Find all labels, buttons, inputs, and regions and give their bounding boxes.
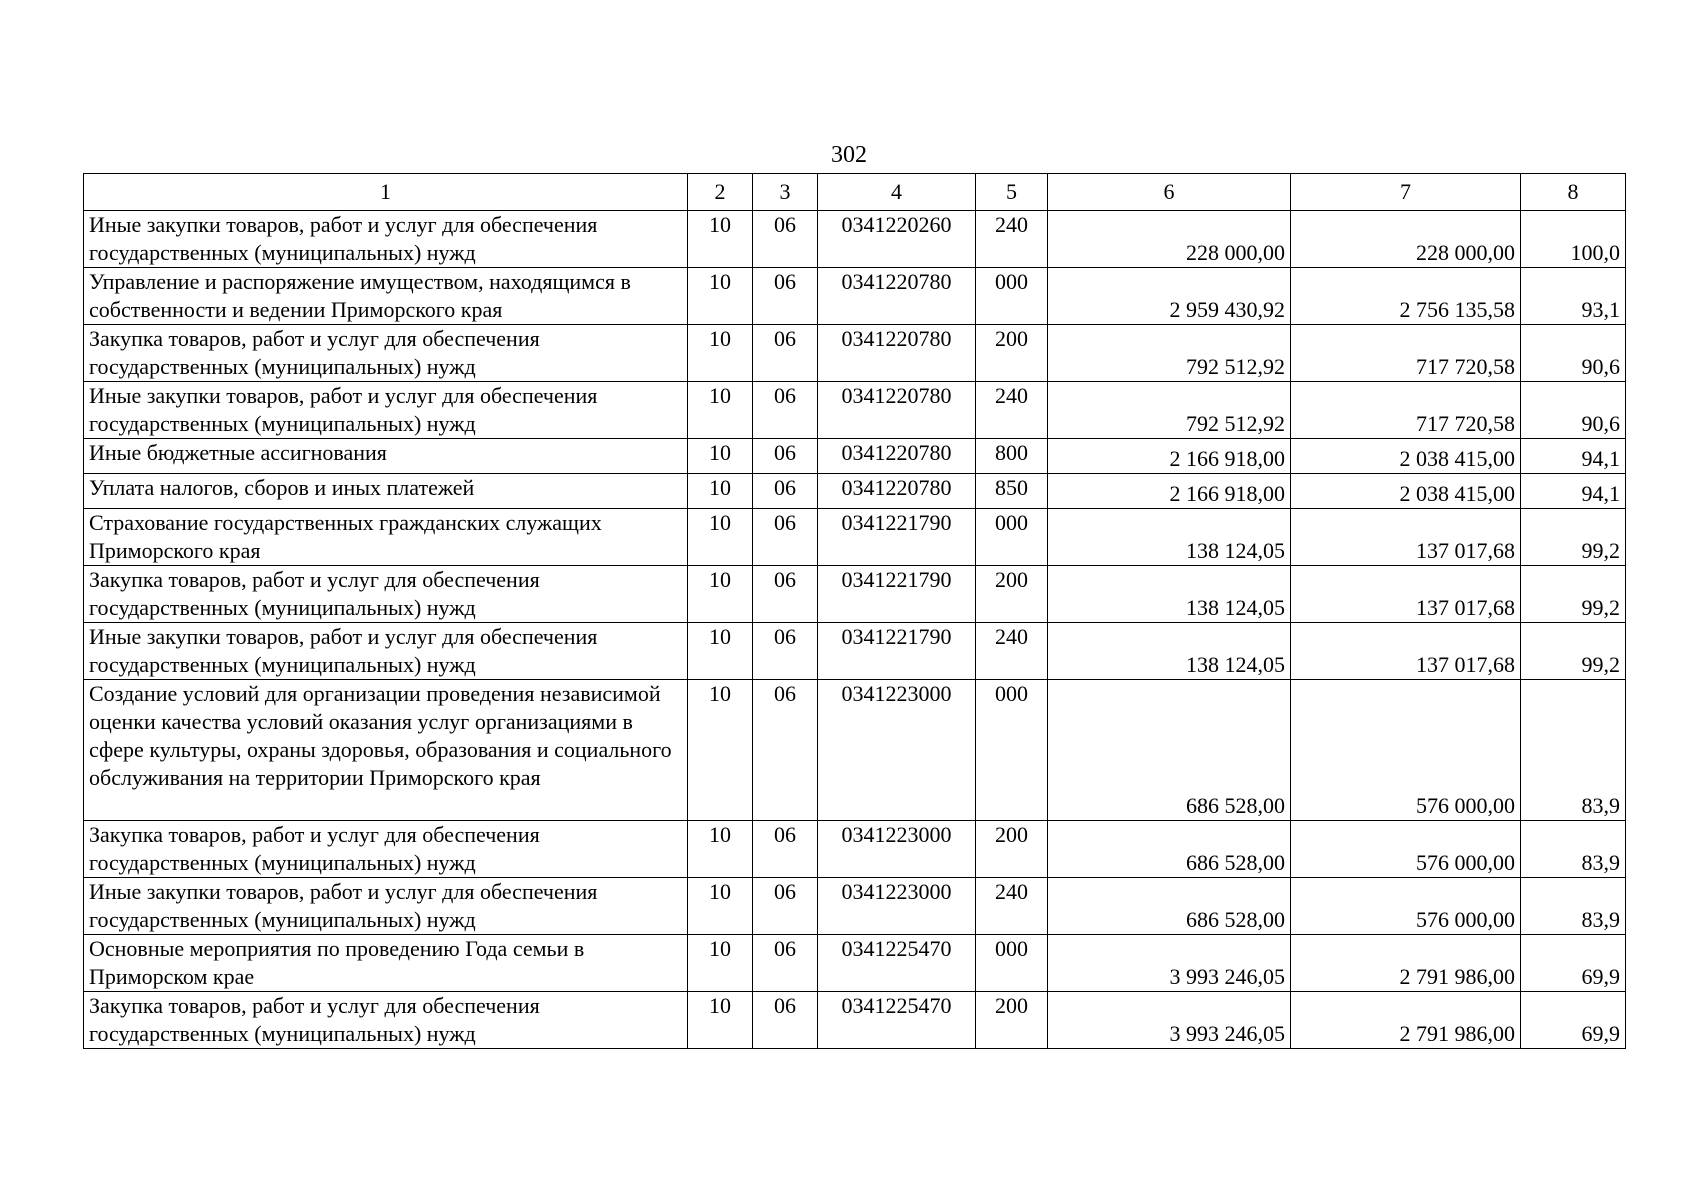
row-executed: 2 756 135,58	[1291, 268, 1521, 325]
row-name: Иные закупки товаров, работ и услуг для обеспечения государственных (муниципальных) нужд	[84, 211, 688, 268]
row-subsection: 06	[753, 474, 818, 509]
row-name: Уплата налогов, сборов и иных платежей	[84, 474, 688, 509]
row-percent: 100,0	[1521, 211, 1626, 268]
row-executed: 2 038 415,00	[1291, 439, 1521, 474]
row-target-code: 0341220780	[818, 474, 976, 509]
row-planned: 2 959 430,92	[1048, 268, 1291, 325]
table-row	[84, 821, 1626, 878]
row-section: 10	[688, 474, 753, 509]
row-executed: 576 000,00	[1291, 680, 1521, 821]
row-expense-type: 240	[976, 878, 1048, 935]
table-row	[84, 935, 1626, 992]
table-row	[84, 474, 1626, 509]
row-target-code: 0341221790	[818, 509, 976, 566]
row-name: Закупка товаров, работ и услуг для обеспечения государственных (муниципальных) нужд	[84, 566, 688, 623]
row-planned: 792 512,92	[1048, 382, 1291, 439]
row-percent: 83,9	[1521, 878, 1626, 935]
row-target-code: 0341220260	[818, 211, 976, 268]
row-section: 10	[688, 623, 753, 680]
table-row	[84, 878, 1626, 935]
row-expense-type: 200	[976, 325, 1048, 382]
row-planned: 228 000,00	[1048, 211, 1291, 268]
row-expense-type: 800	[976, 439, 1048, 474]
row-target-code: 0341220780	[818, 268, 976, 325]
row-name: Закупка товаров, работ и услуг для обеспечения государственных (муниципальных) нужд	[84, 325, 688, 382]
row-subsection: 06	[753, 992, 818, 1049]
table-row	[84, 382, 1626, 439]
row-section: 10	[688, 268, 753, 325]
column-header-5: 5	[976, 174, 1048, 211]
row-expense-type: 000	[976, 268, 1048, 325]
row-subsection: 06	[753, 268, 818, 325]
table-row	[84, 439, 1626, 474]
row-subsection: 06	[753, 821, 818, 878]
table-row	[84, 325, 1626, 382]
row-planned: 686 528,00	[1048, 878, 1291, 935]
row-expense-type: 000	[976, 509, 1048, 566]
row-expense-type: 240	[976, 211, 1048, 268]
budget-table	[83, 173, 1626, 1049]
row-name: Иные закупки товаров, работ и услуг для обеспечения государственных (муниципальных) нужд	[84, 382, 688, 439]
row-target-code: 0341223000	[818, 821, 976, 878]
column-header-6: 6	[1048, 174, 1291, 211]
row-target-code: 0341220780	[818, 325, 976, 382]
row-subsection: 06	[753, 439, 818, 474]
row-section: 10	[688, 992, 753, 1049]
row-executed: 2 791 986,00	[1291, 992, 1521, 1049]
row-subsection: 06	[753, 680, 818, 821]
row-name: Основные мероприятия по проведению Года семьи в Приморском крае	[84, 935, 688, 992]
row-target-code: 0341220780	[818, 382, 976, 439]
row-section: 10	[688, 566, 753, 623]
row-executed: 2 791 986,00	[1291, 935, 1521, 992]
table-row	[84, 566, 1626, 623]
row-percent: 99,2	[1521, 623, 1626, 680]
row-executed: 137 017,68	[1291, 566, 1521, 623]
row-section: 10	[688, 509, 753, 566]
row-target-code: 0341225470	[818, 992, 976, 1049]
row-percent: 69,9	[1521, 992, 1626, 1049]
table-row	[84, 992, 1626, 1049]
row-target-code: 0341220780	[818, 439, 976, 474]
row-subsection: 06	[753, 211, 818, 268]
column-header-7: 7	[1291, 174, 1521, 211]
row-executed: 576 000,00	[1291, 878, 1521, 935]
row-executed: 717 720,58	[1291, 382, 1521, 439]
row-subsection: 06	[753, 935, 818, 992]
table-row	[84, 268, 1626, 325]
row-subsection: 06	[753, 382, 818, 439]
row-percent: 99,2	[1521, 509, 1626, 566]
row-subsection: 06	[753, 509, 818, 566]
row-name: Управление и распоряжение имуществом, находящимся в собственности и ведении Приморского края	[84, 268, 688, 325]
row-expense-type: 850	[976, 474, 1048, 509]
row-subsection: 06	[753, 623, 818, 680]
row-section: 10	[688, 211, 753, 268]
row-section: 10	[688, 821, 753, 878]
row-name: Иные бюджетные ассигнования	[84, 439, 688, 474]
row-section: 10	[688, 878, 753, 935]
row-expense-type: 000	[976, 935, 1048, 992]
row-planned: 3 993 246,05	[1048, 992, 1291, 1049]
row-section: 10	[688, 325, 753, 382]
column-header-2: 2	[688, 174, 753, 211]
row-executed: 228 000,00	[1291, 211, 1521, 268]
row-percent: 99,2	[1521, 566, 1626, 623]
row-planned: 686 528,00	[1048, 680, 1291, 821]
row-percent: 94,1	[1521, 439, 1626, 474]
page-number: 302	[831, 142, 867, 168]
table-row	[84, 211, 1626, 268]
row-target-code: 0341221790	[818, 623, 976, 680]
row-percent: 90,6	[1521, 325, 1626, 382]
row-executed: 717 720,58	[1291, 325, 1521, 382]
table-row	[84, 623, 1626, 680]
row-executed: 137 017,68	[1291, 623, 1521, 680]
row-percent: 69,9	[1521, 935, 1626, 992]
row-target-code: 0341221790	[818, 566, 976, 623]
table-row	[84, 680, 1626, 821]
row-planned: 138 124,05	[1048, 566, 1291, 623]
row-percent: 94,1	[1521, 474, 1626, 509]
row-name: Иные закупки товаров, работ и услуг для обеспечения государственных (муниципальных) нужд	[84, 623, 688, 680]
row-name: Закупка товаров, работ и услуг для обеспечения государственных (муниципальных) нужд	[84, 821, 688, 878]
row-expense-type: 200	[976, 821, 1048, 878]
row-executed: 137 017,68	[1291, 509, 1521, 566]
row-section: 10	[688, 935, 753, 992]
row-name: Страхование государственных гражданских служащих Приморского края	[84, 509, 688, 566]
row-planned: 792 512,92	[1048, 325, 1291, 382]
row-expense-type: 240	[976, 623, 1048, 680]
row-expense-type: 000	[976, 680, 1048, 821]
row-subsection: 06	[753, 878, 818, 935]
column-header-3: 3	[753, 174, 818, 211]
row-subsection: 06	[753, 325, 818, 382]
row-subsection: 06	[753, 566, 818, 623]
row-expense-type: 200	[976, 992, 1048, 1049]
column-header-1: 1	[84, 174, 688, 211]
row-name: Закупка товаров, работ и услуг для обеспечения государственных (муниципальных) нужд	[84, 992, 688, 1049]
row-expense-type: 240	[976, 382, 1048, 439]
row-planned: 2 166 918,00	[1048, 474, 1291, 509]
column-header-4: 4	[818, 174, 976, 211]
row-percent: 93,1	[1521, 268, 1626, 325]
row-section: 10	[688, 382, 753, 439]
table-row	[84, 509, 1626, 566]
row-section: 10	[688, 680, 753, 821]
row-executed: 2 038 415,00	[1291, 474, 1521, 509]
row-planned: 686 528,00	[1048, 821, 1291, 878]
row-percent: 83,9	[1521, 821, 1626, 878]
row-name: Иные закупки товаров, работ и услуг для обеспечения государственных (муниципальных) нужд	[84, 878, 688, 935]
row-planned: 3 993 246,05	[1048, 935, 1291, 992]
row-percent: 83,9	[1521, 680, 1626, 821]
row-expense-type: 200	[976, 566, 1048, 623]
column-header-8: 8	[1521, 174, 1626, 211]
row-target-code: 0341225470	[818, 935, 976, 992]
row-planned: 138 124,05	[1048, 623, 1291, 680]
row-executed: 576 000,00	[1291, 821, 1521, 878]
row-target-code: 0341223000	[818, 878, 976, 935]
row-target-code: 0341223000	[818, 680, 976, 821]
row-name: Создание условий для организации проведения независимой оценки качества условий оказания услуг организациями в сфере культуры, охраны здоровья, образования и социального обслуживания на территории Приморского края	[84, 680, 688, 821]
row-planned: 2 166 918,00	[1048, 439, 1291, 474]
row-planned: 138 124,05	[1048, 509, 1291, 566]
row-section: 10	[688, 439, 753, 474]
header-row	[84, 174, 1626, 211]
row-percent: 90,6	[1521, 382, 1626, 439]
